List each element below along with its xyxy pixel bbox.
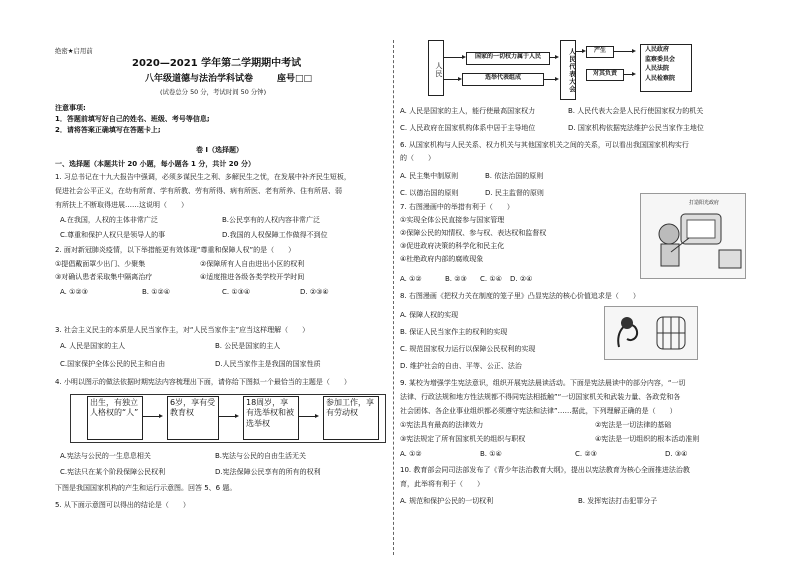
q1-option-c: C.尊重和保护人权只是领导人的事 bbox=[60, 231, 166, 239]
q9-item: ②宪法是一切法律的基础 bbox=[595, 421, 672, 429]
q4-stem: 4. 小明以图示的做法依据时期宪法内容梳理出下面，请你给下图拟一个最恰当的主题是（ ） bbox=[55, 378, 351, 386]
q7-cartoon-image bbox=[640, 193, 746, 279]
exam-subtitle: 八年级道德与法治学科试卷 bbox=[145, 74, 254, 84]
q2-item: ②保障所有人自由进出小区的权利 bbox=[200, 260, 305, 268]
q10-stem-line: 育，此举将有利于（ ） bbox=[400, 480, 484, 488]
diagram-arrow bbox=[575, 51, 584, 52]
q10-option-b: B. 发挥宪法打击犯罪分子 bbox=[578, 497, 658, 505]
q6-stem-line: 6. 从国家机构与人民关系、权力机关与其他国家机关之间的关系，可以看出我国国家机构实行 bbox=[400, 141, 689, 149]
diagram-arrow bbox=[443, 57, 464, 58]
q2-choice-d: D. ②③④ bbox=[300, 288, 329, 296]
q5-option-a: A. 人民是国家的主人，能行使最高国家权力 bbox=[400, 107, 536, 115]
q2-item: ④适度推进各级各类学校开学时间 bbox=[200, 273, 305, 281]
q7-stem: 7. 右图漫画中的举措有利于（ ） bbox=[400, 203, 514, 211]
diagram-produce: 产生 bbox=[586, 46, 614, 58]
q5-6-note: 下图是我国国家机构的产生和运行示意图。回答 5、6 题。 bbox=[55, 484, 237, 492]
q9-item: ④宪法是一切组织的根本活动准则 bbox=[595, 435, 700, 443]
exam-title: 2020—2021 学年第二学期期中考试 bbox=[132, 58, 302, 69]
diagram-people: 人民 bbox=[428, 40, 444, 96]
q1-option-b: B.公民享有的人权内容非常广泛 bbox=[222, 216, 321, 224]
flow-step-labor: 参加工作，享有劳动权 bbox=[323, 396, 379, 440]
q3-stem: 3. 社会主义民主的本质是人民当家作主，对“人民当家作主”应当这样理解（ ） bbox=[55, 326, 310, 334]
flow-step-birth: 出生，有独立人格权的“人” bbox=[87, 396, 143, 440]
q7-choice-a: A. ①② bbox=[400, 275, 422, 283]
organ-name: 监察委员会 bbox=[645, 55, 676, 63]
q1-option-a: A.在我国，人权的主体非常广泛 bbox=[60, 216, 158, 224]
flow-arrow bbox=[219, 416, 237, 417]
q2-choice-a: A. ①②③ bbox=[60, 288, 88, 296]
q8-option-d: D. 维护社会的自由、平等、公正、法治 bbox=[400, 362, 522, 370]
diagram-organs bbox=[640, 44, 692, 92]
notes-heading: 注意事项: bbox=[55, 104, 86, 112]
diagram-arrow bbox=[549, 57, 557, 58]
q7-item: ②保障公民的知情权、参与权、表达权和监督权 bbox=[400, 229, 547, 237]
q7-item: ③促进政府决策的科学化和民主化 bbox=[400, 242, 505, 250]
q6-option-a: A. 民主集中制原则 bbox=[400, 172, 459, 180]
q7-item: ①实现全体公民直接参与国家管理 bbox=[400, 216, 505, 224]
diagram-responsible: 对其负责 bbox=[586, 69, 624, 81]
q8-option-c: C. 规范国家权力运行以保障公民权利的实现 bbox=[400, 345, 536, 353]
column-divider bbox=[393, 40, 394, 555]
organ-name: 人民检察院 bbox=[645, 74, 676, 82]
q9-item: ①宪法具有最高的法律效力 bbox=[400, 421, 484, 429]
q2-item: ①提倡戴面罩少出门、少聚集 bbox=[55, 260, 146, 268]
flow-arrow bbox=[299, 416, 317, 417]
q8-cartoon-image bbox=[604, 306, 698, 360]
q6-stem-line: 的（ ） bbox=[400, 154, 435, 162]
q9-stem-line: 9. 某校为增强学生宪法意识，组织开展宪法晨读活动。下面是宪法晨读中的部分内容，“一切 bbox=[400, 379, 686, 387]
q4-option-c: C.宪法只在某个阶段保障公民权利 bbox=[60, 468, 166, 476]
flow-arrow bbox=[143, 416, 161, 417]
q5-option-c: C. 人民政府在国家机构体系中居于主导地位 bbox=[400, 124, 536, 132]
cage-cartoon-icon bbox=[605, 307, 697, 359]
note-item: 2．请将答案正确填写在答题卡上; bbox=[55, 126, 161, 134]
q1-stem-line: 1. 习总书记在十九大报告中强调，必须多谋民生之利、多解民生之忧，在发展中补齐民生短板， bbox=[55, 173, 351, 181]
q9-item: ③宪法规定了所有国家机关的组织与职权 bbox=[400, 435, 526, 443]
q2-choice-c: C. ①③④ bbox=[222, 288, 251, 296]
q1-stem-line: 促进社会公平正义，在幼有所育、学有所教、劳有所得、病有所医、老有所养、住有所居、弱 bbox=[55, 187, 342, 195]
q3-option-c: C.国家保护全体公民的民主和自由 bbox=[60, 360, 166, 368]
diagram-bottom-box: 选举代表组成 bbox=[462, 73, 544, 86]
flow-step-education: 6岁，享有受教育权 bbox=[167, 396, 219, 440]
q9-stem-line: 社会团体、各企业事业组织都必须遵守宪法和法律”……据此，下列理解正确的是（ ） bbox=[400, 407, 677, 415]
q9-choice-a: A. ①② bbox=[400, 450, 422, 458]
q7-choice-c: C. ①④ bbox=[480, 275, 502, 283]
q9-choice-c: C. ②③ bbox=[575, 450, 597, 458]
q9-choice-d: D. ③④ bbox=[665, 450, 688, 458]
q2-choice-b: B. ①②④ bbox=[142, 288, 171, 296]
secret-label: 绝密★启用前 bbox=[55, 47, 93, 55]
q5-option-b: B. 人民代表大会是人民行使国家权力的机关 bbox=[568, 107, 704, 115]
q10-option-a: A. 规范和保护公民的一切权利 bbox=[400, 497, 494, 505]
diagram-arrow bbox=[444, 79, 460, 80]
q3-option-b: B. 公民是国家的主人 bbox=[215, 342, 281, 350]
q7-choice-d: D. ②④ bbox=[510, 275, 533, 283]
q1-stem-line: 有所扶上不断取得进展……这说明（ ） bbox=[55, 201, 188, 209]
organ-name: 人民法院 bbox=[645, 65, 670, 73]
diagram-arrow bbox=[543, 79, 557, 80]
q4-option-a: A.宪法与公民的一生息息相关 bbox=[60, 452, 151, 460]
q7-choice-b: B. ②③ bbox=[445, 275, 467, 283]
organ-name: 人民政府 bbox=[645, 46, 670, 53]
q4-option-b: B.宪法与公民的自由生活无关 bbox=[215, 452, 307, 460]
q8-stem: 8. 右图漫画《把权力关在制度的笼子里》凸显宪法的核心价值追求是（ ） bbox=[400, 292, 640, 300]
q9-stem-line: 法律、行政法规和地方性法规都不得同宪法相抵触”“一切国家机关和武装力量、各政党和各 bbox=[400, 393, 681, 401]
q6-option-b: B. 依法治国的原则 bbox=[485, 172, 544, 180]
monitor-cartoon-icon bbox=[641, 194, 745, 278]
section-instructions: 一、选择题（本题共计 20 小题，每小题各 1 分，共计 20 分） bbox=[55, 160, 255, 168]
flow-step-election: 18周岁，享有选举权和被选举权 bbox=[243, 396, 299, 440]
q10-stem-line: 10. 教育部会同司法部发布了《青少年法治教育大纲》，提出以宪法教育为核心全面推进法治教 bbox=[400, 466, 690, 474]
diagram-arrow bbox=[614, 51, 634, 52]
q8-option-a: A. 保障人权的实现 bbox=[400, 311, 459, 319]
cartoon-caption: 打造阳光政府 bbox=[689, 200, 720, 206]
diagram-top-box: 国家的一切权力属于人民 bbox=[466, 52, 550, 65]
seat-number: 座号□□ bbox=[277, 74, 313, 84]
q3-option-a: A. 人民是国家的主人 bbox=[60, 342, 126, 350]
note-item: 1．答题前填写好自己的姓名、班级、考号等信息; bbox=[55, 115, 210, 123]
q4-option-d: D.宪法保障公民享有的所有的权利 bbox=[215, 468, 321, 476]
q3-option-d: D.人民当家作主是我国的国家性质 bbox=[215, 360, 321, 368]
q8-option-b: B. 保证人民当家作主的权利的实现 bbox=[400, 328, 508, 336]
q5-stem: 5. 从下面示意图可以得出的结论是（ ） bbox=[55, 501, 190, 509]
q7-item: ④杜绝政府内部的腐败现象 bbox=[400, 255, 484, 263]
q6-option-d: D. 民主监督的原则 bbox=[485, 189, 544, 197]
diagram-arrow bbox=[624, 74, 634, 75]
q5-option-d: D. 国家机构依据宪法维护公民当家作主地位 bbox=[568, 124, 704, 132]
diagram-congress: 人民代表大会 bbox=[560, 40, 576, 100]
q2-item: ③对确认患者采取集中隔离治疗 bbox=[55, 273, 153, 281]
q2-stem: 2. 面对新冠肺炎疫情，以下举措能更有效体现“尊重和保障人权”的是（ ） bbox=[55, 246, 296, 254]
q6-option-c: C. 以德治国的原则 bbox=[400, 189, 459, 197]
section-title: 卷 I（选择题） bbox=[196, 146, 244, 154]
q9-choice-b: B. ①④ bbox=[480, 450, 502, 458]
q1-option-d: D.我国的人权保障工作做得不到位 bbox=[222, 231, 328, 239]
exam-info: (试卷总分 50 分，考试时间 50 分钟) bbox=[160, 88, 267, 96]
